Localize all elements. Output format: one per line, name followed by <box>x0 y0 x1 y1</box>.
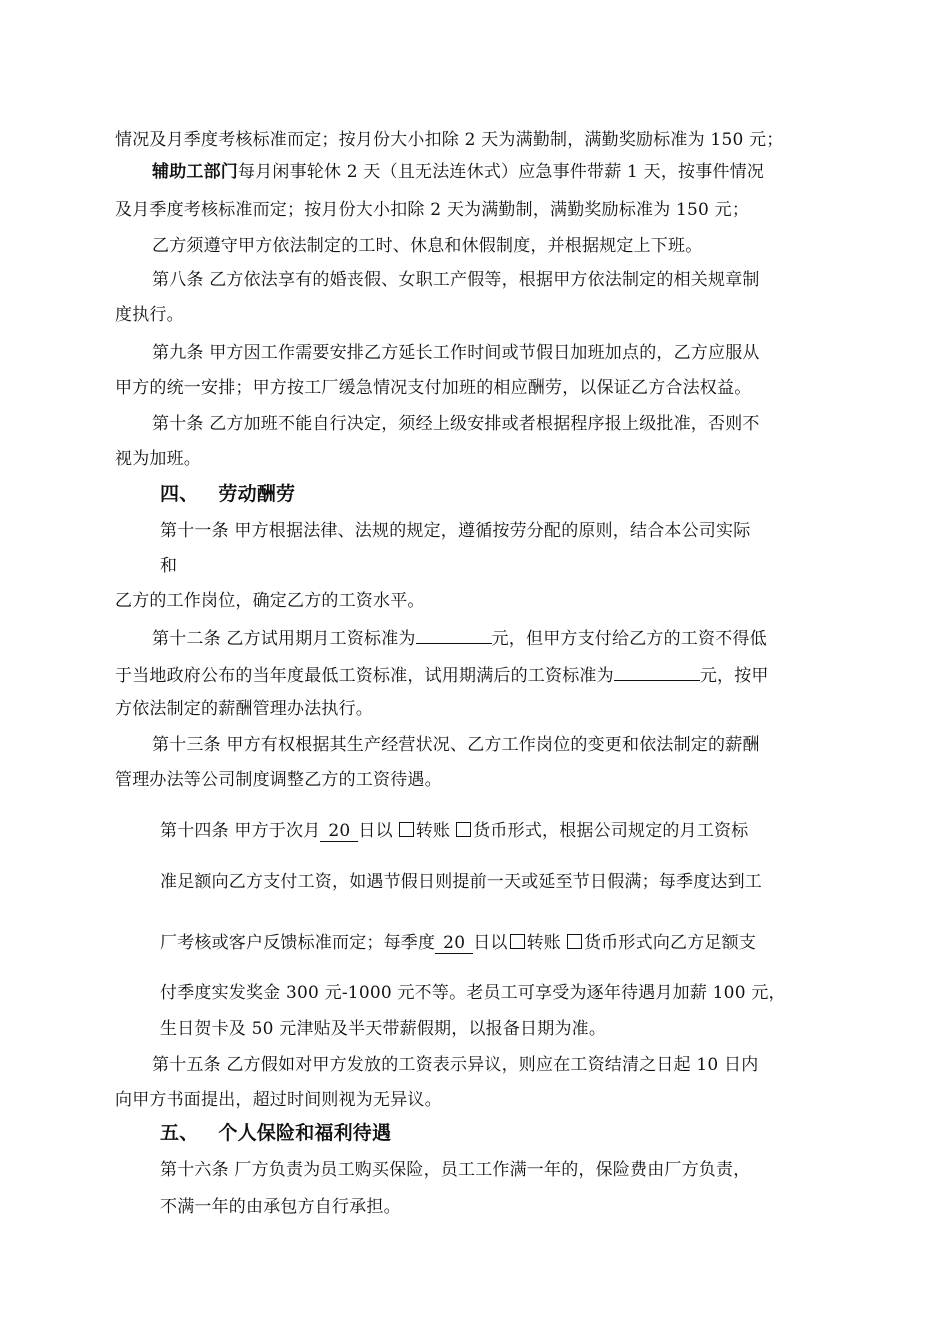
article-16: 第十六条 厂方负责为员工购买保险，员工工作满一年的，保险费由厂方负责， <box>160 1160 751 1180</box>
section-title: 个人保险和福利待遇 <box>218 1122 392 1144</box>
cash-checkbox[interactable] <box>456 822 471 837</box>
text-line: 视为加班。 <box>115 449 201 469</box>
text-line: 乙方的工作岗位，确定乙方的工资水平。 <box>115 591 425 611</box>
text-span: 货币形式向乙方足额支 <box>584 933 757 953</box>
text-span: 日以 <box>473 933 508 953</box>
regular-salary-blank[interactable] <box>614 663 700 681</box>
text-span: 元，按甲 <box>699 666 769 686</box>
text-line: 甲方的统一安排；甲方按工厂缓急情况支付加班的相应酬劳，以保证乙方合法权益。 <box>115 378 752 398</box>
transfer-checkbox[interactable] <box>510 934 525 949</box>
text-line: 及月季度考核标准而定；按月份大小扣除 2 天为满勤制，满勤奖励标准为 150 元； <box>115 200 750 220</box>
text-line <box>160 933 756 954</box>
text-line: 情况及月季度考核标准而定；按月份大小扣除 2 天为满勤制，满勤奖励标准为 150 元； <box>115 130 784 150</box>
article-9: 第九条 甲方因工作需要安排乙方延长工作时间或节假日加班加点的，乙方应服从 <box>152 343 760 363</box>
article-15: 第十五条 乙方假如对甲方发放的工资表示异议，则应在工资结清之日起 10 日内 <box>152 1055 759 1075</box>
text-span: 货币形式，根据公司规定的月工资标 <box>473 821 749 841</box>
text-line: 乙方须遵守甲方依法制定的工时、休息和休假制度，并根据规定上下班。 <box>152 236 703 256</box>
text-line <box>152 162 764 182</box>
quarterly-pay-day-field[interactable]: 20 <box>435 933 473 954</box>
text-line: 准足额向乙方支付工资，如遇节假日则提前一天或延至节日假满；每季度达到工 <box>160 872 762 892</box>
article-8: 第八条 乙方依法享有的婚丧假、女职工产假等，根据甲方依法制定的相关规章制 <box>152 270 760 290</box>
section-heading-5 <box>160 1123 391 1143</box>
text-span: 每月闲事轮休 2 天（且无法连休式）应急事件带薪 1 天，按事件情况 <box>238 162 765 182</box>
text-line: 管理办法等公司制度调整乙方的工资待遇。 <box>115 770 442 790</box>
section-title: 劳动酬劳 <box>218 483 296 505</box>
checkbox-label: 转账 <box>415 821 451 841</box>
pay-day-field[interactable]: 20 <box>320 821 358 842</box>
text-span: 第十二条 乙方试用期月工资标准为 <box>152 629 416 649</box>
text-span: 日以 <box>358 821 393 841</box>
section-number: 五、 <box>160 1122 199 1144</box>
article-10: 第十条 乙方加班不能自行决定，须经上级安排或者根据程序报上级批准，否则不 <box>152 414 760 434</box>
text-span: 第十四条 甲方于次月 <box>160 821 321 841</box>
article-11: 第十一条 甲方根据法律、法规的规定，遵循按劳分配的原则，结合本公司实际 <box>160 521 751 541</box>
dept-name-bold: 辅助工部门 <box>152 162 238 182</box>
text-line: 方依法制定的薪酬管理办法执行。 <box>115 699 373 719</box>
text-line <box>115 663 769 686</box>
article-12 <box>152 626 767 649</box>
section-number: 四、 <box>160 483 199 505</box>
text-span: 元，但甲方支付给乙方的工资不得低 <box>491 629 767 649</box>
text-span: 厂考核或客户反馈标准而定；每季度 <box>160 933 436 953</box>
checkbox-label: 转账 <box>526 933 562 953</box>
text-line: 生日贺卡及 50 元津贴及半天带薪假期，以报备日期为准。 <box>160 1019 607 1039</box>
text-span: 于当地政府公布的当年度最低工资标准，试用期满后的工资标准为 <box>115 666 614 686</box>
section-heading-4 <box>160 484 295 504</box>
text-line: 付季度实发奖金 300 元-1000 元不等。老员工可享受为逐年待遇月加薪 100 元， <box>160 983 786 1003</box>
transfer-checkbox[interactable] <box>399 822 414 837</box>
probation-salary-blank[interactable] <box>416 626 492 644</box>
article-13: 第十三条 甲方有权根据其生产经营状况、乙方工作岗位的变更和依法制定的薪酬 <box>152 735 760 755</box>
text-line: 和 <box>160 556 178 576</box>
cash-checkbox[interactable] <box>567 934 582 949</box>
text-line: 向甲方书面提出，超过时间则视为无异议。 <box>115 1090 442 1110</box>
text-line: 度执行。 <box>115 305 184 325</box>
text-line: 不满一年的由承包方自行承担。 <box>160 1197 401 1217</box>
article-14 <box>160 821 748 842</box>
